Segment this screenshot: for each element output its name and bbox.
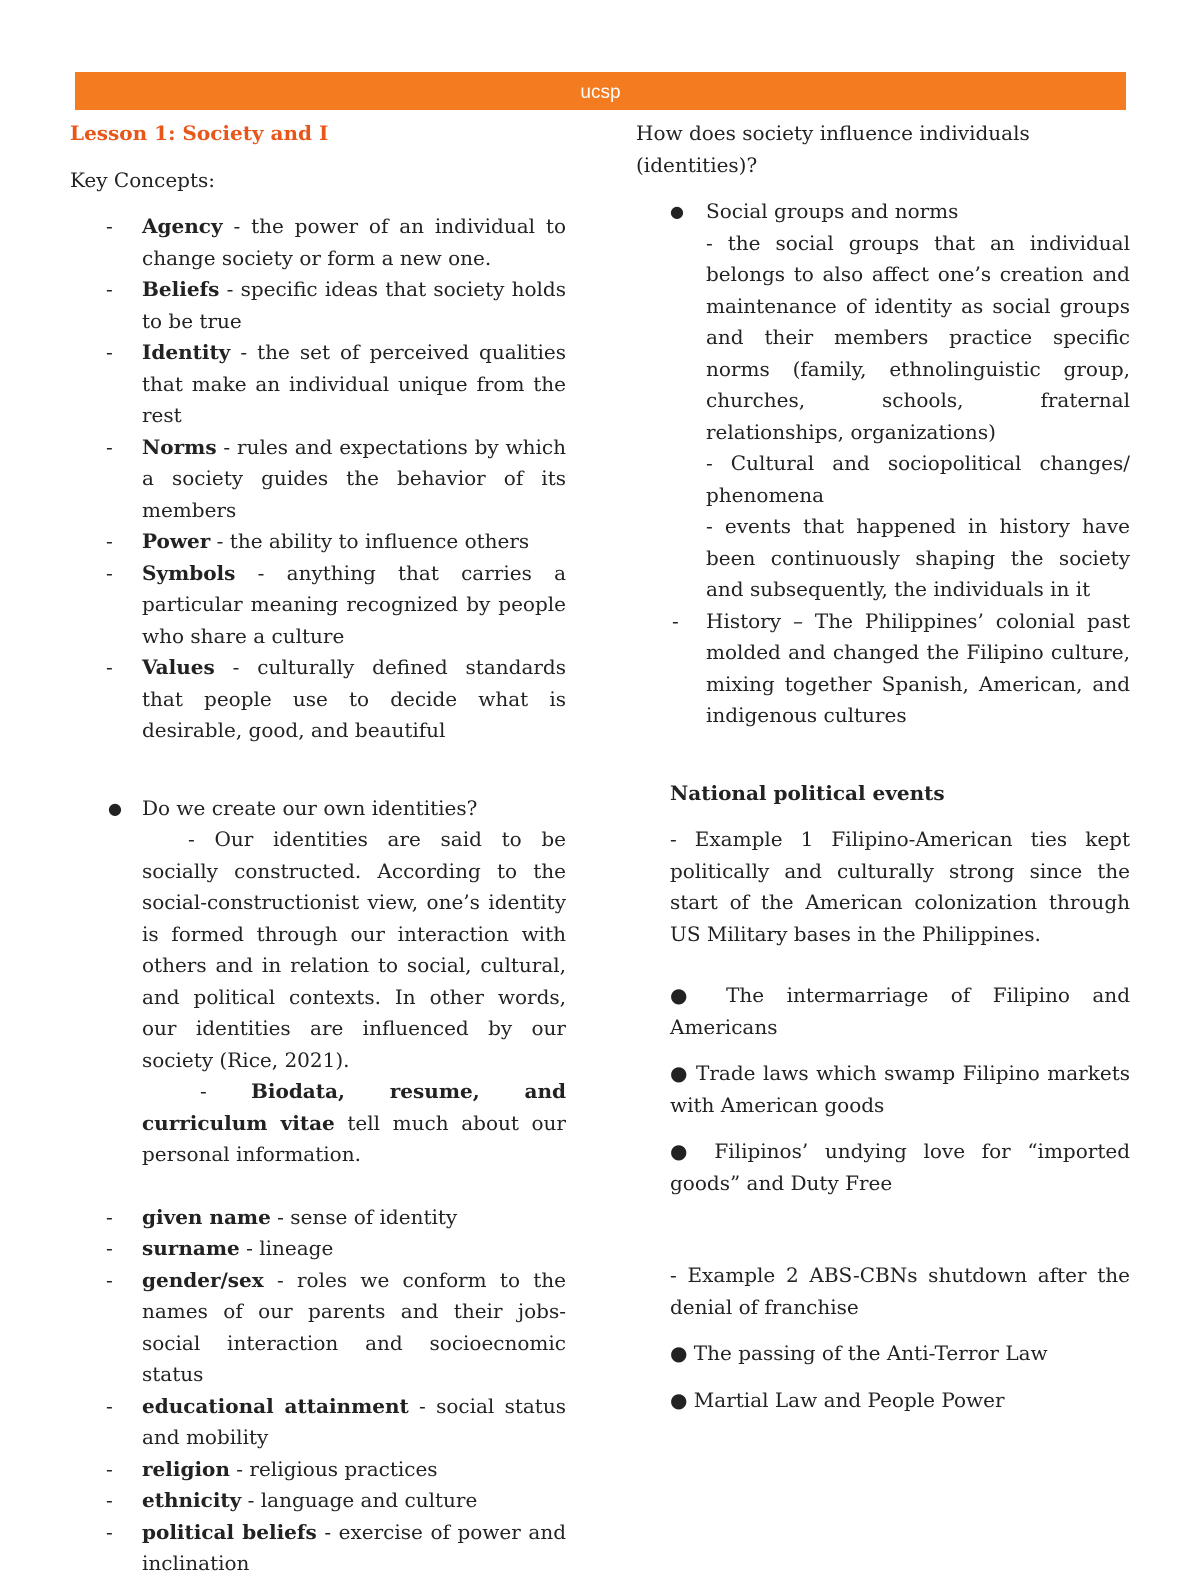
definition: - the set of perceived qualities that make an individual unique from the rest — [142, 340, 566, 427]
term: given name — [142, 1204, 271, 1229]
concept-item — [70, 526, 566, 558]
document-header-bar — [75, 72, 1126, 110]
concept-item — [70, 211, 566, 274]
definition: - culturally defined standards that people use to decide what is desirable, good, and beautiful — [142, 655, 566, 742]
definition: - specific ideas that society holds to be true — [142, 277, 566, 333]
definition: - roles we conform to the names of our parents and their jobs-social interaction and socioecnomic status — [142, 1267, 566, 1386]
personal-info-item — [70, 1202, 566, 1234]
concept-item — [70, 337, 566, 432]
personal-info-item — [70, 1517, 566, 1580]
term: Norms — [142, 434, 217, 459]
definition: - sense of identity — [270, 1204, 458, 1229]
biodata-prefix: - — [200, 1079, 251, 1103]
left-column — [70, 118, 566, 1580]
dash-marker: - — [106, 434, 113, 459]
events-text: - events that happened in history have been continuously shaping the society and subsequently, the individuals in it — [706, 514, 1130, 601]
dash-marker: - — [106, 214, 113, 238]
definition: - anything that carries a particular meaning recognized by people who share a culture — [142, 560, 566, 648]
example2-text: - Example 2 ABS-CBNs shutdown after the denial of franchise — [670, 1263, 1130, 1319]
national-events-heading: National political events — [670, 780, 945, 805]
term: religion — [142, 1456, 230, 1481]
national-events-section — [636, 778, 1130, 1417]
identity-answer: - Our identities are said to be socially constructed. According to the social-constructionist view, one’s identity is formed through our interaction with others and in relation to social, cultural, and political contexts. In other words, our identities are influenced by our society (Rice, 2021). — [142, 827, 566, 1072]
social-groups-text: - the social groups that an individual belongs to also affect one’s creation and maintenance of identity as social groups and their members practice specific norms (family, ethnolinguistic group, churches, schools, fraternal relationships, organizations) — [706, 230, 1130, 444]
dash-marker: - — [106, 1519, 113, 1544]
dash-marker: - — [106, 1204, 113, 1229]
definition: - exercise of power and inclination — [142, 1519, 566, 1575]
dash-marker: - — [106, 529, 113, 553]
term: educational attainment — [142, 1393, 409, 1418]
personal-info-list — [70, 1202, 566, 1580]
example-point: ● The passing of the Anti-Terror Law — [670, 1341, 1048, 1365]
dash-marker: - — [106, 1267, 113, 1292]
concept-item — [70, 274, 566, 337]
example-point: ● Trade laws which swamp Filipino markets with American goods — [670, 1061, 1130, 1117]
definition: - social status and mobility — [142, 1393, 566, 1449]
personal-info-item — [70, 1485, 566, 1517]
bullet-icon: ● — [670, 202, 684, 221]
term: Identity — [142, 340, 231, 364]
dash-marker: - — [106, 340, 113, 364]
history-item: - History – The Philippines’ colonial past molded and changed the Filipino culture, mixing together Spanish, American, and indigenous cultures — [636, 606, 1130, 732]
example2-points — [670, 1323, 1130, 1416]
biodata-rest: tell much about our personal information. — [142, 1110, 566, 1166]
example-point: ● The intermarriage of Filipino and Americans — [670, 983, 1130, 1039]
definition: - the ability to influence others — [210, 529, 530, 553]
personal-info-item — [70, 1233, 566, 1265]
identity-question: Do we create our own identities? — [142, 795, 478, 820]
definition: - lineage — [239, 1236, 334, 1260]
cultural-changes-text: - Cultural and sociopolitical changes/ phenomena — [706, 451, 1130, 507]
personal-info-item — [70, 1265, 566, 1391]
concept-item — [70, 432, 566, 527]
example1-points — [670, 965, 1130, 1199]
dash-marker: - — [106, 277, 113, 301]
personal-info-item — [70, 1454, 566, 1486]
personal-info-item — [70, 1391, 566, 1454]
term: gender/sex — [142, 1267, 264, 1292]
example-point: ● Martial Law and People Power — [670, 1387, 1005, 1412]
example1-text: - Example 1 Filipino-American ties kept politically and culturally strong since the start of the American colonization through US Military bases in the Philippines. — [670, 827, 1130, 946]
header-label: ucsp — [580, 82, 621, 103]
biodata-note — [142, 1076, 566, 1171]
bullet-icon: ● — [108, 798, 122, 818]
term: Power — [142, 529, 211, 553]
lesson-title: Lesson 1: Society and I — [70, 121, 329, 145]
term: Values — [142, 655, 215, 679]
dash-marker: - — [106, 1236, 113, 1260]
term: political beliefs — [142, 1519, 317, 1544]
example-point: ● Filipinos’ undying love for “imported goods” and Duty Free — [670, 1139, 1130, 1195]
dash-marker: - — [106, 560, 113, 585]
social-groups-title: Social groups and norms — [706, 199, 959, 223]
term: Symbols — [142, 560, 236, 585]
dash-marker: - — [106, 1456, 113, 1481]
history-text: History – The Philippines’ colonial past molded and changed the Filipino culture, mixing together Spanish, American, and indigenous cultures — [706, 608, 1130, 727]
dash-marker: - — [106, 1393, 113, 1418]
identity-question-item — [70, 793, 566, 1171]
definition: - religious practices — [229, 1456, 438, 1481]
key-concepts-list — [70, 211, 566, 747]
society-influence-question: How does society influence individuals (identities)? — [636, 121, 1030, 177]
right-column — [636, 118, 1130, 1416]
dash-marker: - — [106, 655, 113, 679]
biodata-bold: Biodata, resume, and curriculum vitae — [142, 1079, 566, 1135]
definition: - rules and expectations by which a society guides the behavior of its members — [142, 434, 566, 522]
term: ethnicity — [142, 1488, 242, 1512]
dash-marker: - — [106, 1488, 113, 1512]
concept-item — [70, 558, 566, 653]
definition: - the power of an individual to change society or form a new one. — [142, 214, 566, 270]
term: surname — [142, 1236, 240, 1260]
concept-item — [70, 652, 566, 747]
term: Beliefs — [142, 277, 220, 301]
key-concepts-label: Key Concepts: — [70, 167, 215, 192]
social-groups-item — [636, 196, 1130, 606]
term: Agency — [142, 214, 223, 238]
definition: - language and culture — [241, 1488, 478, 1512]
